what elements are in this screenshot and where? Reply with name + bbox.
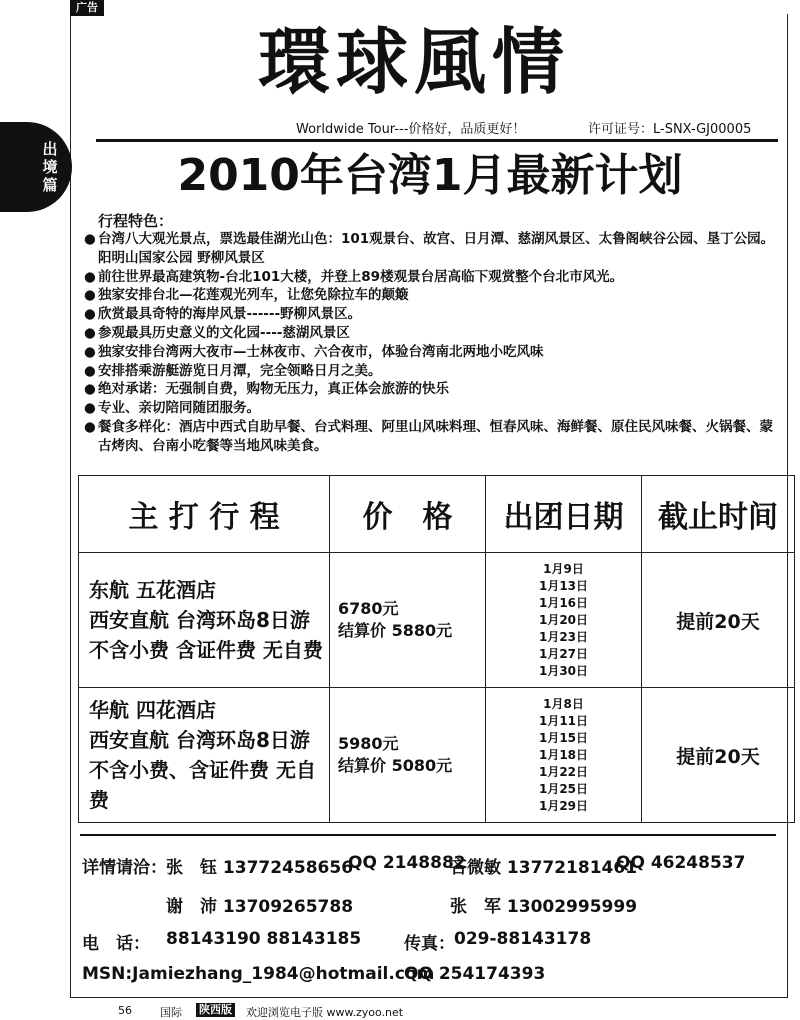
fax-number: 029-88143178	[454, 929, 592, 949]
feature-item: ● 专业、亲切陪同随团服务。	[84, 399, 784, 418]
settle-price: 结算价 5880元	[338, 621, 453, 640]
departure-date: 1月30日	[538, 663, 589, 678]
departure-date: 1月29日	[538, 798, 589, 813]
contact-person: 谢 沛 13709265788	[166, 897, 354, 917]
feature-item: ● 参观最具历史意义的文化园----慈湖风景区	[84, 324, 784, 343]
route-cell	[79, 553, 330, 688]
tour-table	[78, 475, 795, 823]
dates-cell	[486, 688, 642, 823]
price-value: 6780元	[338, 599, 399, 618]
contact-person: 张 军 13002995999	[450, 897, 638, 917]
feature-item: ● 餐食多样化：酒店中西式自助早餐、台式料理、阿里山风味料理、恒春风味、海鲜餐、原住民风味餐、火锅餐、蒙古烤肉、台南小吃餐等当地风味美食。	[84, 418, 784, 456]
deadline-cell: 提前20天	[642, 688, 795, 823]
contact-qq: QQ 46248537	[616, 853, 746, 873]
route-line: 不含小费、含证件费 无自费	[89, 758, 316, 812]
departure-date: 1月20日	[538, 612, 589, 627]
deadline-cell: 提前20天	[642, 553, 795, 688]
route-line: 西安直航 台湾环岛8日游	[89, 608, 310, 632]
header-dates: 出团日期	[486, 476, 642, 553]
feature-item: ● 安排搭乘游艇游览日月潭，完全领略日月之美。	[84, 362, 784, 381]
header-deadline: 截止时间	[642, 476, 795, 553]
phone-label: 电 话：	[82, 934, 150, 954]
msn-qq: QQ 254174393	[404, 964, 546, 984]
price-cell	[330, 553, 486, 688]
ad-tag: 广告	[70, 0, 104, 16]
departure-date: 1月25日	[538, 781, 589, 796]
contact-detail-label: 详情请洽：	[82, 858, 167, 878]
table-row	[79, 553, 795, 688]
header-price: 价 格	[330, 476, 486, 553]
departure-date: 1月8日	[543, 696, 584, 711]
contact-qq: QQ 2148882	[348, 853, 466, 873]
contact-person: 吝微敏 13772181461	[450, 858, 638, 878]
phone-numbers: 88143190 88143185	[166, 929, 362, 949]
departure-date: 1月15日	[538, 730, 589, 745]
brand-logo-text: 環球風情	[258, 19, 571, 104]
feature-item: ● 前往世界最高建筑物-台北101大楼，并登上89楼观景台居高临下观赏整个台北市风光。	[84, 268, 784, 287]
features-list	[84, 230, 784, 456]
header-divider	[96, 139, 778, 142]
route-line: 西安直航 台湾环岛8日游	[89, 728, 310, 752]
contact-person: 张 钰 13772458656	[166, 858, 354, 878]
route-line: 不含小费 含证件费 无自费	[89, 638, 323, 662]
price-cell	[330, 688, 486, 823]
feature-item: ● 欣赏最具奇特的海岸风景------野柳风景区。	[84, 305, 784, 324]
departure-date: 1月18日	[538, 747, 589, 762]
headline: 2010年台湾1月最新计划	[177, 150, 683, 201]
departure-date: 1月11日	[538, 713, 589, 728]
departure-date: 1月9日	[543, 561, 584, 576]
departure-date: 1月16日	[538, 595, 589, 610]
dates-cell	[486, 553, 642, 688]
departure-date: 1月23日	[538, 629, 589, 644]
footer-site: 欢迎浏览电子版 www.zyoo.net	[246, 1006, 404, 1019]
departure-date: 1月27日	[538, 646, 589, 661]
settle-price: 结算价 5080元	[338, 756, 453, 775]
feature-item: ● 绝对承诺：无强制自费，购物无压力，真正体会旅游的快乐	[84, 380, 784, 399]
feature-item: ● 台湾八大观光景点，票选最佳湖光山色：101观景台、故宫、日月潭、慈湖风景区、太鲁阁峡谷公园、垦丁公园。阳明山国家公园 野柳风景区	[84, 230, 784, 268]
departure-date: 1月13日	[538, 578, 589, 593]
feature-item: ● 独家安排台湾两大夜市—士林夜市、六合夜市，体验台湾南北两地小吃风味	[84, 343, 784, 362]
msn-address: MSN:Jamiezhang_1984@hotmail.com	[82, 964, 435, 984]
feature-item: ● 独家安排台北—花莲观光列车，让您免除拉车的颠簸	[84, 286, 784, 305]
route-line: 华航 四花酒店	[89, 698, 216, 722]
table-row	[79, 688, 795, 823]
tagline: Worldwide Tour---价格好，品质更好！	[296, 122, 526, 137]
contact-divider	[80, 834, 776, 836]
route-line: 东航 五花酒店	[89, 578, 216, 602]
features-title: 行程特色：	[98, 212, 174, 230]
page-number: 56	[118, 1004, 132, 1017]
edition-badge: 陕西版	[196, 1003, 235, 1017]
price-value: 5980元	[338, 734, 399, 753]
license-number: 许可证号：L-SNX-GJ00005	[588, 122, 752, 137]
route-cell	[79, 688, 330, 823]
side-tab-label: 出境篇	[42, 140, 58, 194]
header-route: 主 打 行 程	[79, 476, 330, 553]
footer-section: 国际	[160, 1006, 182, 1019]
departure-date: 1月22日	[538, 764, 589, 779]
fax-label: 传真：	[404, 934, 455, 954]
table-header-row	[79, 476, 795, 553]
